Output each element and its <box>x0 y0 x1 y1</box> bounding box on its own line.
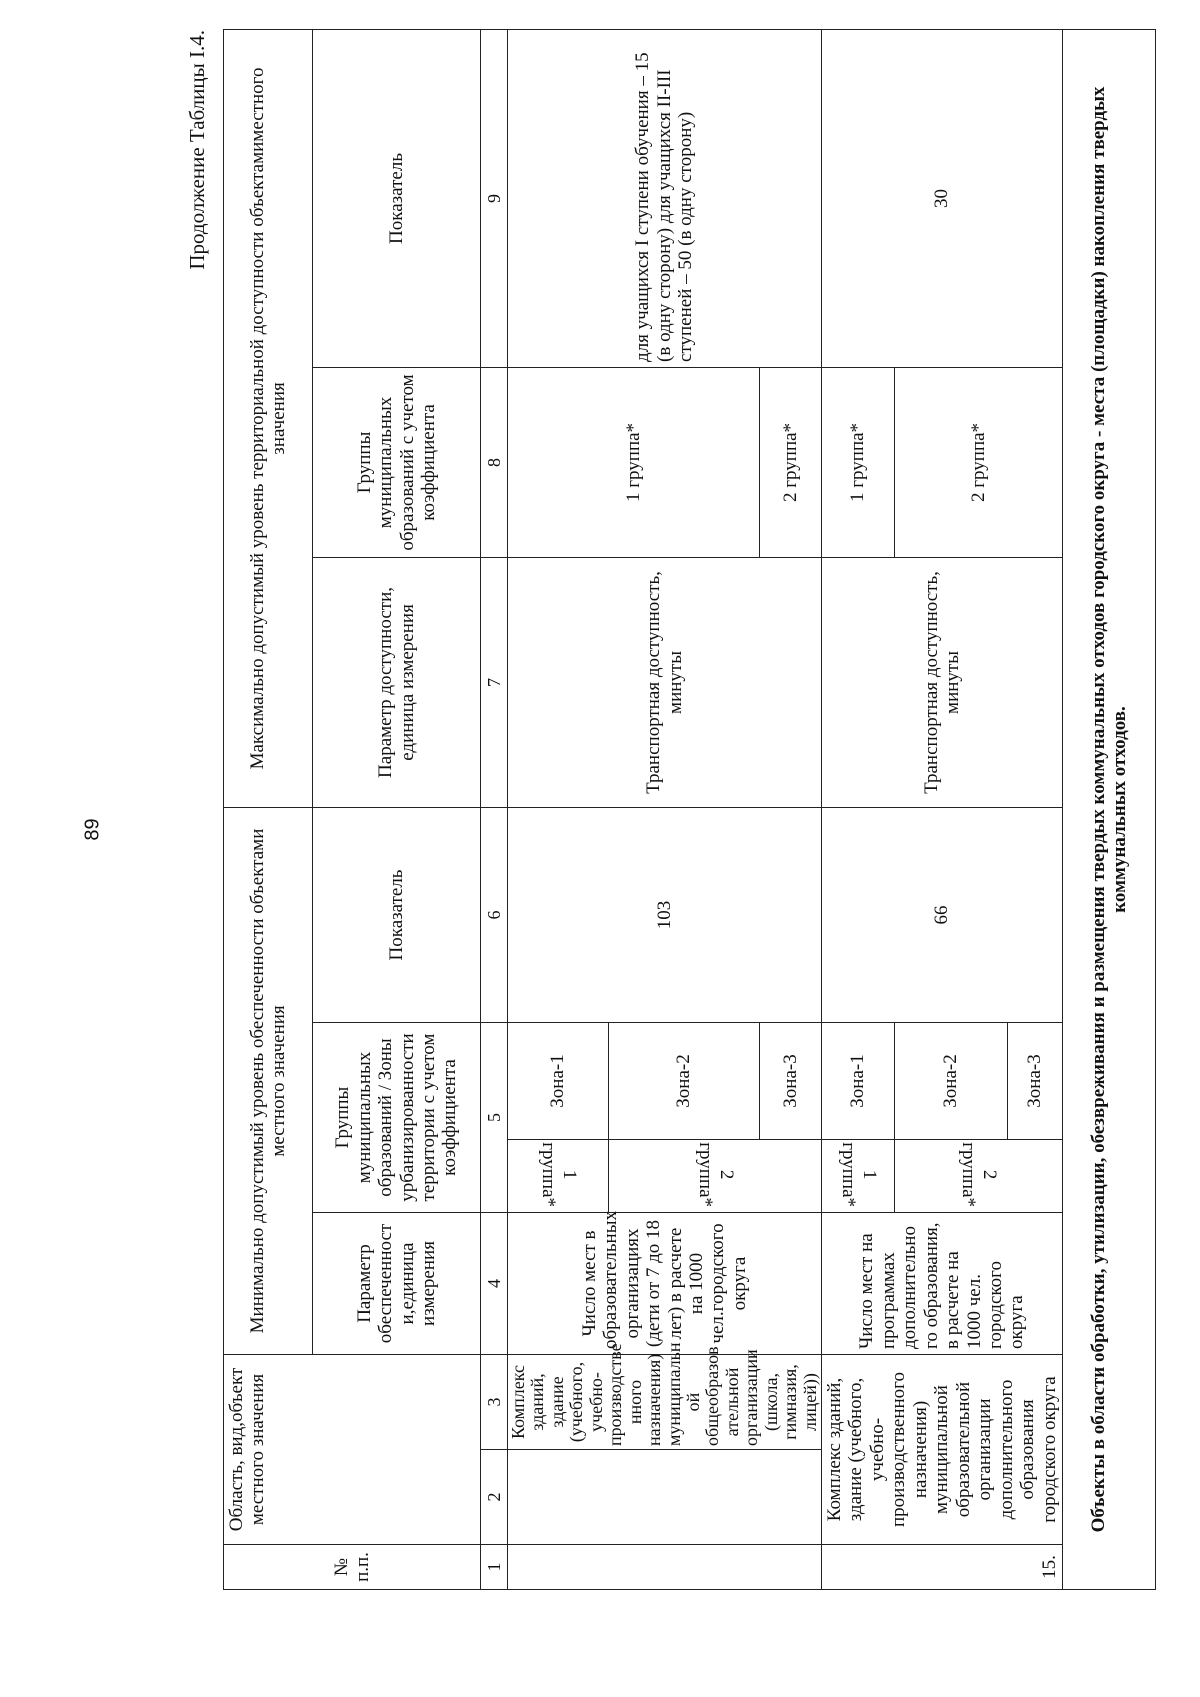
row1-indicator: 103 <box>508 807 822 1022</box>
row2-group1-text: 1 группа* <box>837 1142 880 1207</box>
row1-group1 <box>508 1140 609 1213</box>
row2-zone3: Зона-3 <box>1008 1023 1063 1140</box>
row1-zone2: Зона-2 <box>609 1023 760 1140</box>
row1-capacity-param: Число мест в образовательных организациях (дети от 7 до 18 лет) в расчете на 1000 чел.городского округа <box>508 1213 822 1355</box>
header-col4: Параметр обеспеченност и,единица измерения <box>313 1213 481 1355</box>
column-number: 7 <box>481 557 508 807</box>
row1-object: Комплекс зданий, здание (учебного, учебно-производстве нного назначения) муниципальн ой общеобразов ательной организации (школа, гимназия, лицей)) <box>508 1355 822 1450</box>
header-col6: Показатель <box>313 807 481 1022</box>
header-col9: Показатель <box>313 29 481 367</box>
header-max-level: Максимально допустимый уровень территориальной доступности объектамиместного значения <box>224 29 313 807</box>
row1-access-group1: 1 группа* <box>508 367 760 557</box>
column-number: 6 <box>481 807 508 1022</box>
row1-zone1: Зона-1 <box>508 1023 609 1140</box>
header-col5: Группы муниципальных образований / Зоны урбанизированности территории с учетом коэффициента <box>313 1023 481 1213</box>
row2-zone2: Зона-2 <box>895 1023 1008 1140</box>
column-number: 4 <box>481 1213 508 1355</box>
row2-access-indicator: 30 <box>822 29 1063 367</box>
column-number: 2 <box>481 1450 508 1545</box>
header-num: № п.п. <box>224 1545 481 1590</box>
column-number: 8 <box>481 367 508 557</box>
row2-indicator: 66 <box>822 807 1063 1022</box>
row2-group2 <box>895 1140 1063 1213</box>
row2-group1 <box>822 1140 895 1213</box>
continuation-label: Продолжение Таблицы I.4. <box>185 30 209 270</box>
row1-zone3: Зона-3 <box>760 1023 822 1140</box>
row2-num: 15. <box>822 1545 1063 1590</box>
column-number: 9 <box>481 29 508 367</box>
row2-group2-text: 2 группа* <box>957 1142 1001 1207</box>
column-number: 3 <box>481 1355 508 1450</box>
row2-zone1: Зона-1 <box>822 1023 895 1140</box>
row1-col2 <box>508 1450 822 1545</box>
row1-group2 <box>609 1140 822 1213</box>
row1-group1-text: 1 группа* <box>537 1142 580 1207</box>
row2-capacity-param: Число мест на программах дополнительно го образования, в расчете на 1000 чел. городского округа <box>822 1213 1063 1355</box>
row1-access-indicator: для учащихся I ступени обучения – 15 (в одну сторону) для учащихся II-III ступеней – 50 (в одну сторону) <box>508 29 822 367</box>
objects-table <box>223 29 1156 1590</box>
row1-access-param: Транспортная доступность, минуты <box>508 557 822 807</box>
column-number: 5 <box>481 1023 508 1213</box>
row1-num <box>508 1545 822 1590</box>
section-title: Объекты в области обработки, утилизации, обезвреживания и размещения твердых коммунальных отходов городского округа - места (площадки) накопления твердых коммунальных отходов. <box>1063 29 1156 1589</box>
row1-access-group2: 2 группа* <box>760 367 822 557</box>
header-min-level: Минимально допустимый уровень обеспеченности объектами местного значения <box>224 807 313 1354</box>
row2-access-group2: 2 группа* <box>895 367 1063 557</box>
header-area: Область, вид,объект местного значения <box>224 1355 481 1545</box>
rotated-table-sheet <box>185 30 1131 1590</box>
row2-object: Комплекс зданий, здание (учебного, учебно-производственного назначения) муниципальной образовательной организации дополнительного образования городского округа <box>822 1355 1063 1545</box>
row2-access-group1: 1 группа* <box>822 367 895 557</box>
header-col8: Группы муниципальных образований с учетом коэффициента <box>313 367 481 557</box>
row2-access-param: Транспортная доступность, минуты <box>822 557 1063 807</box>
page-number: 89 <box>81 818 104 841</box>
header-col7: Параметр доступности, единица измерения <box>313 557 481 807</box>
column-number: 1 <box>481 1545 508 1590</box>
row1-group2-text: 2 группа* <box>694 1142 737 1207</box>
